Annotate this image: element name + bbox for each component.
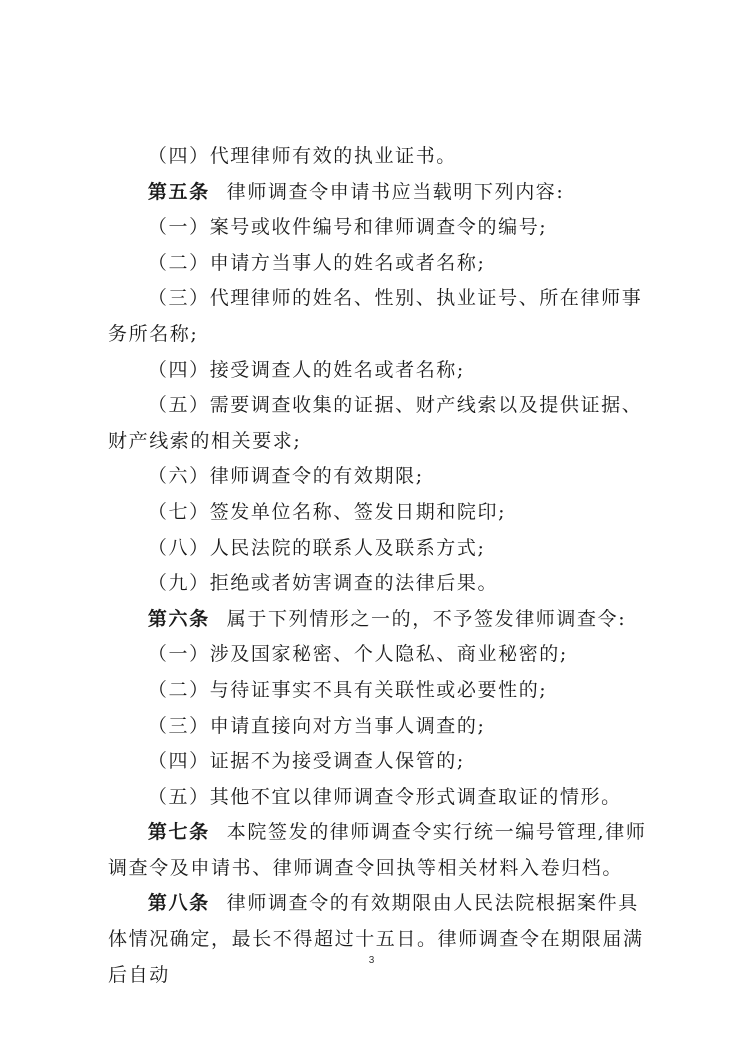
paragraph [108, 886, 656, 993]
article-label: 第六条 [147, 607, 210, 630]
paragraph [108, 531, 656, 567]
paragraph-text: （五）需要调查收集的证据、财产线索以及提供证据、财产线索的相关要求; [108, 394, 643, 452]
article-label: 第八条 [147, 892, 210, 915]
paragraph-text: （九）拒绝或者妨害调查的法律后果。 [147, 572, 499, 595]
paragraph [108, 709, 656, 745]
paragraph-text: （四）代理律师有效的执业证书。 [147, 145, 457, 167]
paragraph-text: （三）代理律师的姓名、性别、执业证号、所在律师事务所名称; [108, 287, 643, 345]
paragraph-text: 律师调查令申请书应当载明下列内容: [226, 180, 565, 203]
paragraph [108, 353, 656, 389]
paragraph-text: （一）案号或收件编号和律师调查令的编号; [147, 216, 548, 239]
article-label: 第七条 [147, 821, 210, 844]
paragraph [108, 139, 656, 175]
paragraph-text: （八）人民法院的联系人及联系方式; [147, 536, 486, 559]
paragraph-text: 律师调查令的有效期限由人民法院根据案件具体情况确定，最长不得超过十五日。律师调查令在期限届满后自动 [108, 892, 644, 986]
page-number: 3 [368, 955, 375, 966]
paragraph-text: （四）证据不为接受调查人保管的; [147, 750, 465, 773]
paragraph-text: （四）接受调查人的姓名或者名称; [147, 358, 465, 381]
paragraph-text: （二）与待证事实不具有关联性或必要性的; [147, 678, 548, 701]
paragraph [108, 566, 656, 602]
paragraph-text: （三）申请直接向对方当事人调查的; [147, 714, 486, 737]
paragraph [108, 246, 656, 282]
article-label: 第五条 [147, 180, 210, 203]
paragraph [108, 744, 656, 780]
paragraph [108, 210, 656, 246]
paragraph [108, 780, 656, 816]
paragraph-text: 属于下列情形之一的，不予签发律师调查令: [226, 607, 627, 630]
paragraph [108, 459, 656, 495]
document-body [108, 139, 656, 993]
paragraph [108, 673, 656, 709]
paragraph-text: （六）律师调查令的有效期限; [147, 465, 424, 488]
paragraph-text: （五）其他不宜以律师调查令形式调查取证的情形。 [147, 785, 622, 808]
paragraph [108, 602, 656, 638]
paragraph-text: （七）签发单位名称、签发日期和院印; [147, 500, 507, 523]
paragraph [108, 637, 656, 673]
paragraph-text: 本院签发的律师调查令实行统一编号管理,律师调查令及申请书、律师调查令回执等相关材料入卷归档。 [108, 821, 647, 879]
paragraph [108, 175, 656, 211]
paragraph [108, 495, 656, 531]
paragraph-text: （二）申请方当事人的姓名或者名称; [147, 251, 486, 274]
paragraph-text: （一）涉及国家秘密、个人隐私、商业秘密的; [147, 643, 568, 666]
paragraph [108, 388, 656, 459]
paragraph [108, 815, 656, 886]
paragraph [108, 281, 656, 352]
